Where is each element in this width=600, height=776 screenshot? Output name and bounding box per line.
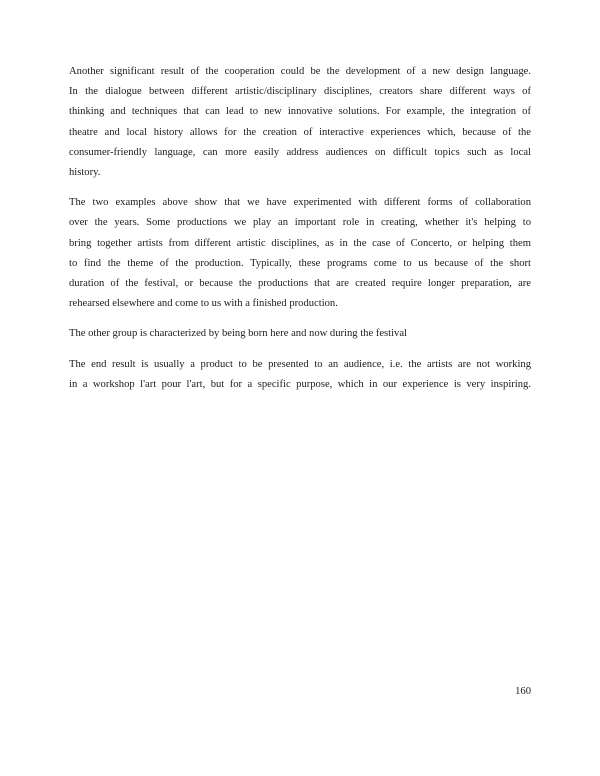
paragraph	[69, 193, 531, 314]
text-line: thinking and techniques that can lead to new innovative solutions. For example, the integration of	[69, 106, 531, 118]
text-block	[69, 62, 531, 405]
text-line: rehearsed elsewhere and come to us with a finished production.	[69, 298, 338, 310]
paragraph	[69, 324, 531, 344]
text-line: In the dialogue between different artistic/disciplinary disciplines, creators share different ways of	[69, 86, 531, 98]
text-line: history.	[69, 167, 101, 179]
text-line: The two examples above show that we have experimented with different forms of collaboration	[69, 197, 531, 209]
page-number: 160	[515, 686, 531, 697]
text-line: duration of the festival, or because the productions that are created require longer preparation, are	[69, 278, 531, 290]
text-line: to find the theme of the production. Typically, these programs come to us because of the short	[69, 257, 531, 269]
text-line: bring together artists from different artistic disciplines, as in the case of Concerto, or helping them	[69, 237, 531, 249]
text-line: Another significant result of the cooperation could be the development of a new design language.	[69, 66, 531, 77]
text-line: in a workshop l'art pour l'art, but for a specific purpose, which in our experience is very inspiring.	[69, 378, 531, 390]
text-line: theatre and local history allows for the creation of interactive experiences which, because of the	[69, 126, 531, 138]
paragraph	[69, 62, 531, 183]
paragraph	[69, 355, 531, 395]
text-line: over the years. Some productions we play an important role in creating, whether it's helping to	[69, 217, 531, 229]
text-line: consumer-friendly language, can more easily address audiences on difficult topics such as local	[69, 146, 531, 158]
text-line: The end result is usually a product to be presented to an audience, i.e. the artists are not working	[69, 358, 531, 370]
text-line: The other group is characterized by being born here and now during the festival	[69, 328, 407, 340]
